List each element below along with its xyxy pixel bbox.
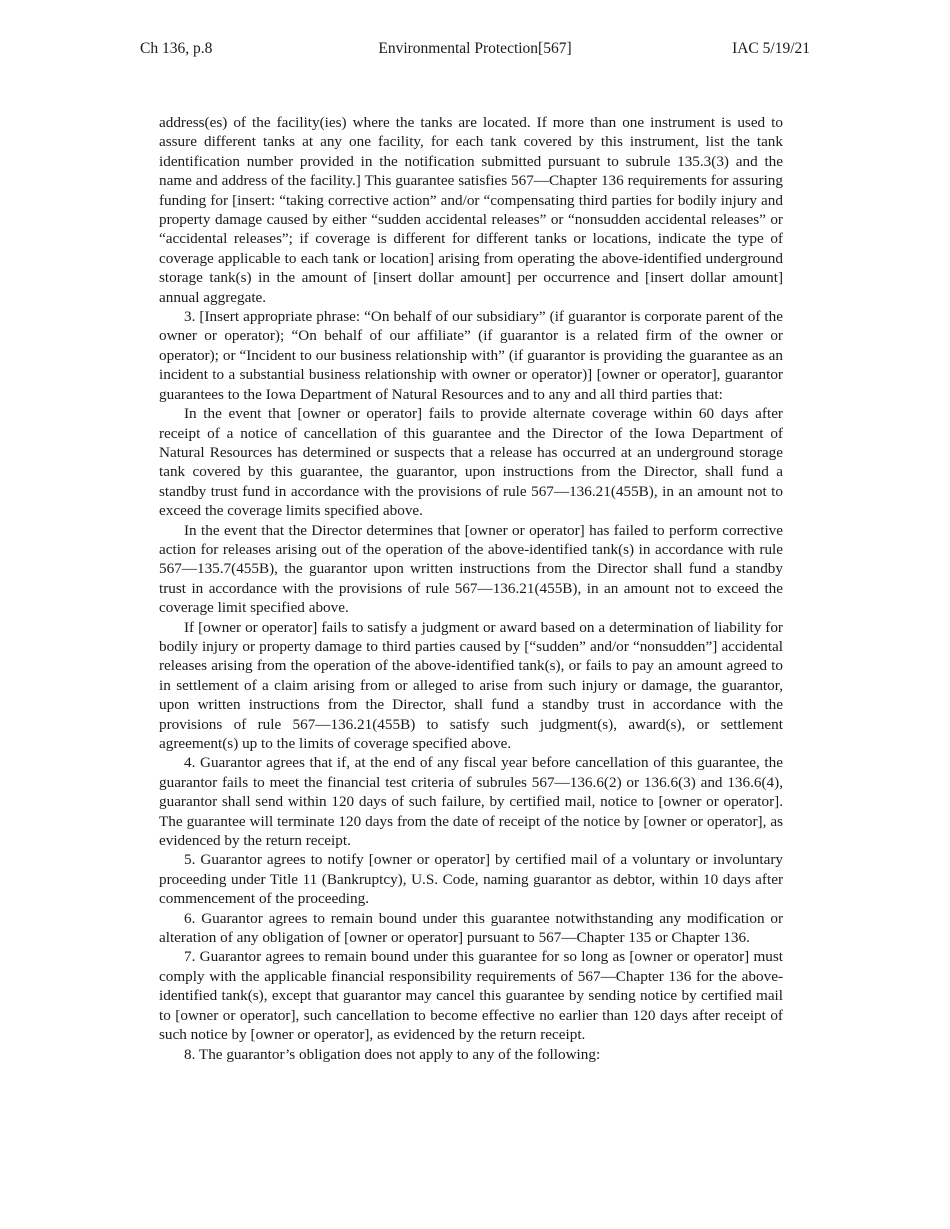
chapter-page-label: Ch 136, p.8 <box>140 40 213 57</box>
paragraph-alternate-coverage: In the event that [owner or operator] fails to provide alternate coverage within 60 days after receipt of a notice of cancellation of this guarantee and the Director of the Iowa Department of Natural Resources has determined or suspects that a release has occurred at an underground storage tank covered by this guarantee, the guarantor, upon instructions from the Director, shall fund a standby trust fund in accordance with the provisions of rule 567—136.21(455B), in an amount not to exceed the coverage limits specified above. <box>159 405 783 520</box>
paragraph-item-7: 7. Guarantor agrees to remain bound under this guarantee for so long as [owner or operator] must comply with the applicable financial responsibility requirements of 567—Chapter 136 for the above-identified tank(s), except that guarantor may cancel this guarantee by sending notice by certified mail to [owner or operator], such cancellation to become effective no earlier than 120 days after receipt of such notice by [owner or operator], as evidenced by the return receipt. <box>159 948 783 1044</box>
code-date-label: IAC 5/19/21 <box>732 40 810 57</box>
paragraph-item-3: 3. [Insert appropriate phrase: “On behalf of our subsidiary” (if guarantor is corporate parent of the owner or operator); “On behalf of our affiliate” (if guarantor is a related firm of the owner or operator); or “Incident to our business relationship with” (if guarantor is providing the guarantee as an incident to a substantial business relationship with owner or operator)] [owner or operator], guarantor guarantees to the Iowa Department of Natural Resources and to any and all third parties that: <box>159 308 783 403</box>
page-header <box>140 40 810 62</box>
paragraph-corrective-action: In the event that the Director determines that [owner or operator] has failed to perform corrective action for releases arising out of the operation of the above-identified tank(s) in accordance with rule 567—135.7(455B), the guarantor upon written instructions from the Director shall fund a standby trust in accordance with the provisions of rule 567—136.21(455B), in an amount not to exceed the coverage limit specified above. <box>159 521 783 617</box>
paragraph-continuation: address(es) of the facility(ies) where the tanks are located. If more than one instrument is used to assure different tanks at any one facility, for each tank covered by this instrument, list the tank identification number provided in the notification submitted pursuant to subrule 135.3(3) and the name and address of the facility.] This guarantee satisfies 567—Chapter 136 requirements for assuring funding for [insert: “taking corrective action” and/or “compensating third parties for bodily injury and property damage caused by either “sudden accidental releases” or “nonsudden accidental releases” or “accidental releases”; if coverage is different for different tanks or locations, indicate the type of coverage applicable to each tank or location] arising from operating the above-identified underground storage tank(s) in the amount of [insert dollar amount] per occurrence and [insert dollar amount] annual aggregate. <box>159 114 783 306</box>
paragraph-item-6: 6. Guarantor agrees to remain bound under this guarantee notwithstanding any modification or alteration of any obligation of [owner or operator] pursuant to 567—Chapter 135 or Chapter 136. <box>159 909 783 947</box>
paragraph-item-5: 5. Guarantor agrees to notify [owner or operator] by certified mail of a voluntary or involuntary proceeding under Title 11 (Bankruptcy), U.S. Code, naming guarantor as debtor, within 10 days after commencement of the proceeding. <box>159 851 783 908</box>
agency-title: Environmental Protection[567] <box>378 40 572 57</box>
document-body <box>159 113 783 1064</box>
paragraph-item-8: 8. The guarantor’s obligation does not apply to any of the following: <box>184 1045 601 1063</box>
paragraph-item-4: 4. Guarantor agrees that if, at the end of any fiscal year before cancellation of this guarantee, the guarantor fails to meet the financial test criteria of subrules 567—136.6(2) or 136.6(3) and 136.6(4), guarantor shall send within 120 days of such failure, by certified mail, notice to [owner or operator]. The guarantee will terminate 120 days from the date of receipt of the notice by [owner or operator], as evidenced by the return receipt. <box>159 754 783 850</box>
paragraph-judgment-award: If [owner or operator] fails to satisfy a judgment or award based on a determination of liability for bodily injury or property damage to third parties caused by [“sudden” and/or “nonsudden”] accidental releases arising from the operation of the above-identified tank(s), or fails to pay an amount agreed to in settlement of a claim arising from or alleged to arise from such injury or damage, the guarantor, upon written instructions from the Director, shall fund a standby trust in accordance with the provisions of rule 567—136.21(455B) to satisfy such judgment(s), award(s), or settlement agreement(s) up to the limits of coverage specified above. <box>159 618 783 752</box>
